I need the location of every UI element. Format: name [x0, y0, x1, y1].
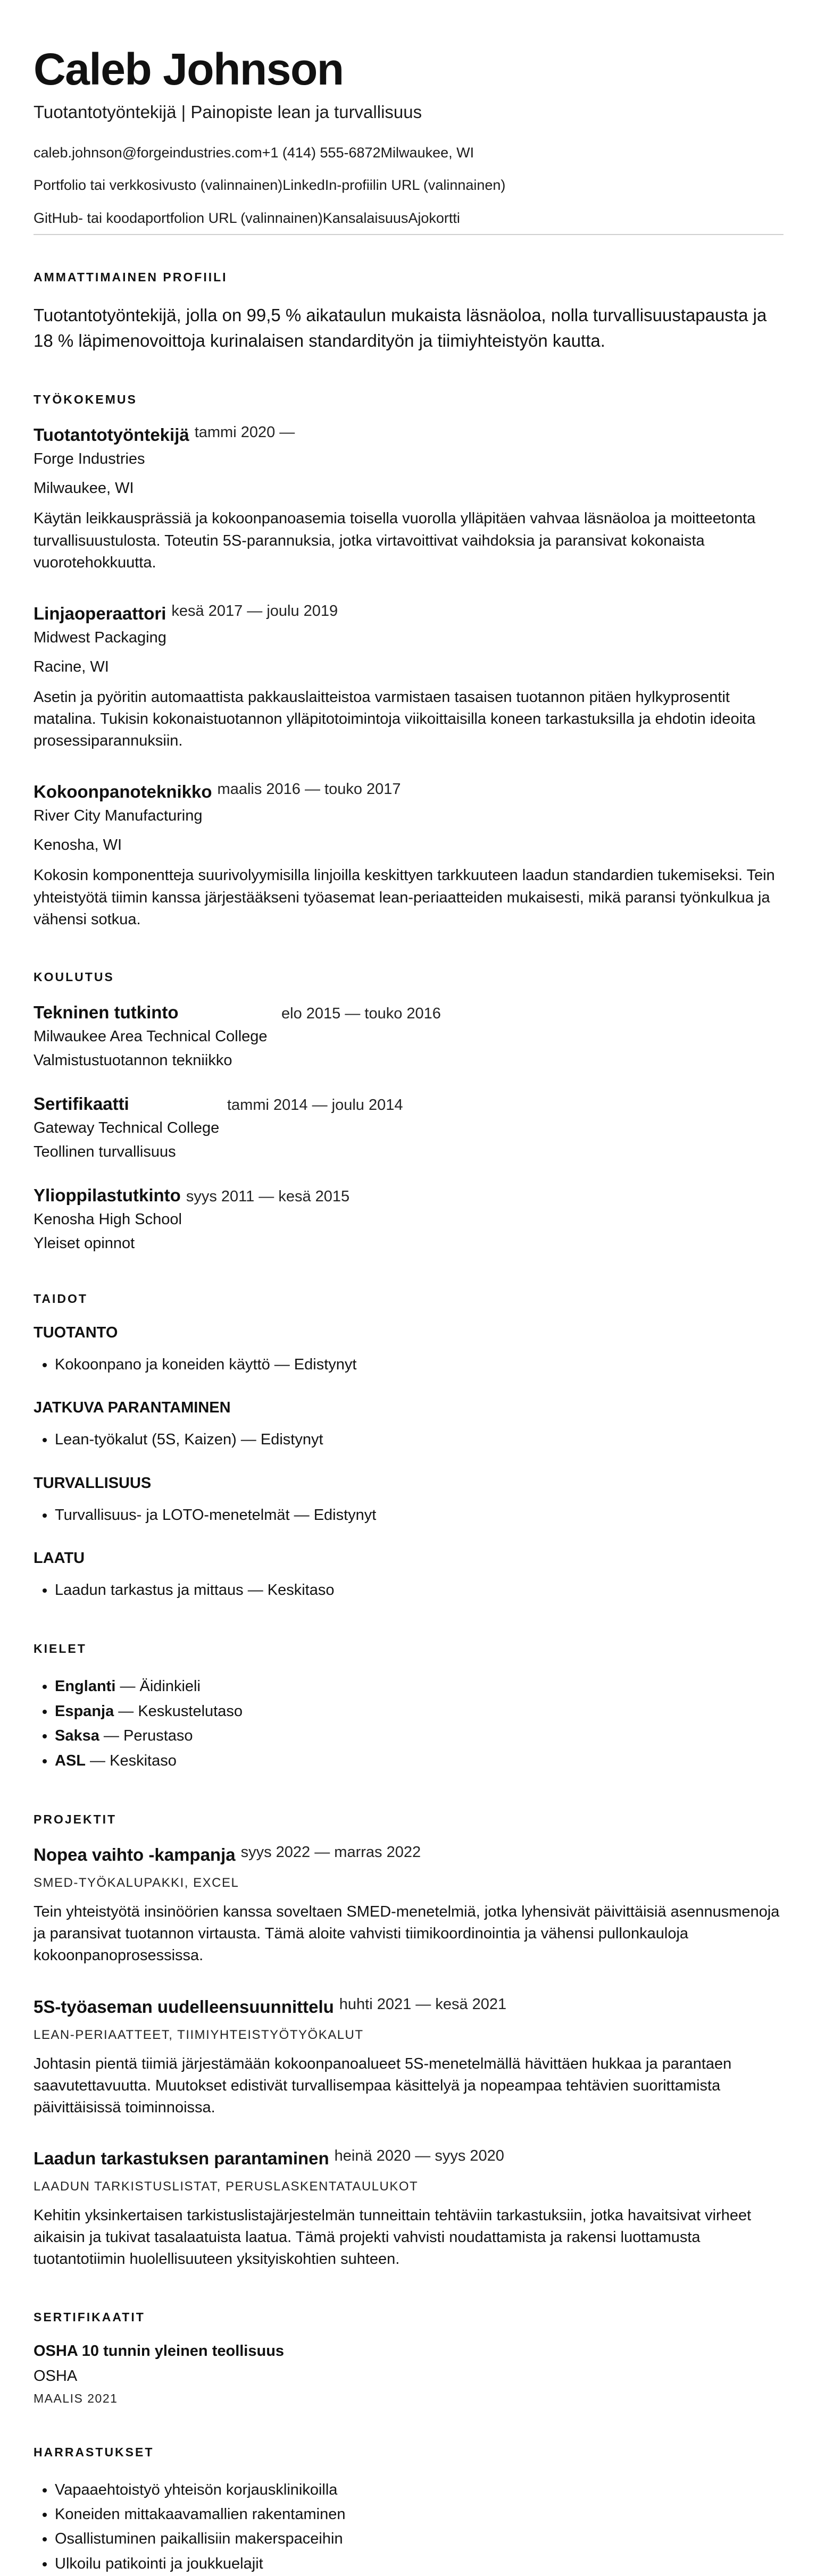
skill-list	[34, 1352, 783, 1377]
degree-title: Ylioppilastutkinto	[34, 1185, 181, 1205]
school-name: Kenosha High School	[34, 1210, 182, 1228]
project-tools: SMED-TYÖKALUPAKKI, EXCEL	[34, 1876, 239, 1891]
skill-group	[34, 1399, 783, 1452]
language-item	[55, 1724, 783, 1748]
project-description: Tein yhteistyötä insinöörien kanssa soveltaen SMED-menetelmiä, jotka lyhensivät päivittäisiä asennusmenoja ja paransivat tuotannon virtausta. Tämä aloite vahvisti tiimikoordinointia ja vähensi pullonkauloja kokoonpanoprosessissa.	[34, 1903, 780, 1964]
contact-line-primary: caleb.johnson@forgeindustries.com+1 (414) 555-6872Milwaukee, WI	[34, 145, 474, 161]
contact-line-extra: GitHub- tai koodaportfolion URL (valinnainen)KansalaisuusAjokortti	[34, 210, 460, 226]
hobby-item: • Osallistuminen paikallisiin makerspaceihin	[55, 2527, 783, 2551]
hobby-list	[34, 2478, 783, 2576]
skill-list	[34, 1427, 783, 1452]
skill-group	[34, 1550, 783, 1602]
project-dates: syys 2022 — marras 2022	[240, 1844, 421, 1861]
job-title: Linjaoperaattori	[34, 603, 166, 623]
profile-section-title: AMMATTIMAINEN PROFIILI	[34, 270, 228, 284]
study-field: Yleiset opinnot	[34, 1234, 135, 1252]
certification-entry	[34, 2343, 783, 2406]
projects-section-title: PROJEKTIT	[34, 1812, 117, 1827]
language-level: — Keskustelutaso	[114, 1702, 243, 1720]
education-entry	[34, 1094, 783, 1161]
hobby-item: • Vapaaehtoistyö yhteisön korjausklinikoilla	[55, 2478, 783, 2502]
language-level: — Perustaso	[99, 1727, 193, 1745]
skill-category: LAATU	[34, 1550, 85, 1567]
study-field: Teollinen turvallisuus	[34, 1143, 176, 1160]
job-dates: kesä 2017 — joulu 2019	[171, 602, 338, 620]
project-tools: LEAN-PERIAATTEET, TIIMIYHTEISTYÖTYÖKALUT	[34, 2027, 364, 2042]
experience-entry	[34, 604, 783, 752]
school-name: Gateway Technical College	[34, 1119, 220, 1136]
skill-item: • Kokoonpano ja koneiden käyttö — Edistynyt	[55, 1352, 783, 1377]
language-name: ASL	[55, 1752, 86, 1769]
school-name: Milwaukee Area Technical College	[34, 1027, 268, 1045]
education-dates: tammi 2014 — joulu 2014	[227, 1096, 403, 1114]
degree-title: Sertifikaatti	[34, 1093, 129, 1114]
language-item	[55, 1699, 783, 1724]
skill-group	[34, 1324, 783, 1377]
skill-category: TUOTANTO	[34, 1324, 118, 1341]
job-company: Forge Industries	[34, 450, 145, 468]
job-company: Midwest Packaging	[34, 629, 166, 646]
job-location: Racine, WI	[34, 658, 109, 675]
language-item	[55, 1674, 783, 1699]
project-tools: LAADUN TARKISTUSLISTAT, PERUSLASKENTATAULUKOT	[34, 2179, 419, 2194]
language-level: — Keskitaso	[86, 1752, 177, 1769]
project-entry	[34, 2148, 783, 2271]
project-entry	[34, 1845, 783, 1967]
project-description: Johtasin pientä tiimiä järjestämään kokoonpanoalueet 5S-menetelmällä hävittäen hukkaa ja parantaen saavutettavuutta. Muutokset edistivät turvallisempaa käsittelyä ja nopeampaa tehtävien suorittamista päivittäisissä toiminnoissa.	[34, 2055, 732, 2116]
job-description: Käytän leikkausprässiä ja kokoonpanoasemia toisella vuorolla ylläpitäen vahvaa läsnäoloa ja moitteetonta turvallisuustulosta. Toteutin 5S-parannuksia, jotka virtavoittivat vaihdoksia ja paransivat kokonaista vuorotehokkuutta.	[34, 510, 756, 571]
job-company: River City Manufacturing	[34, 807, 203, 825]
education-section-title: KOULUTUS	[34, 969, 114, 984]
profile-section	[34, 270, 783, 354]
education-section	[34, 970, 783, 1252]
project-description: Kehitin yksinkertaisen tarkistuslistajärjestelmän tunneittain tehtäviin tarkastuksiin, jotka havaitsivat virheet aikaisin ja tukivat tasalaatuista laatua. Tämä projekti vahvisti noudattamista ja rakensi luottamusta tuotantotiimin huolellisuuteen yksityiskohtien suhteen.	[34, 2207, 752, 2268]
languages-section	[34, 1642, 783, 1773]
languages-section-title: KIELET	[34, 1642, 87, 1656]
skill-item: • Laadun tarkastus ja mittaus — Keskitaso	[55, 1578, 783, 1602]
job-dates: tammi 2020 —	[194, 424, 295, 441]
certifications-section-title: SERTIFIKAATIT	[34, 2310, 145, 2324]
language-item	[55, 1749, 783, 1773]
projects-section	[34, 1812, 783, 2271]
job-location: Milwaukee, WI	[34, 480, 134, 497]
education-entry	[34, 1002, 783, 1069]
certification-date: MAALIS 2021	[34, 2391, 118, 2405]
degree-title: Tekninen tutkinto	[34, 1002, 179, 1022]
language-name: Englanti	[55, 1678, 116, 1695]
education-dates: elo 2015 — touko 2016	[281, 1005, 441, 1022]
skills-section-title: TAIDOT	[34, 1291, 88, 1306]
study-field: Valmistustuotannon tekniikko	[34, 1051, 232, 1069]
contact-line-links: Portfolio tai verkkosivusto (valinnainen)LinkedIn-profiilin URL (valinnainen)	[34, 177, 506, 194]
candidate-headline: Tuotantotyöntekijä | Painopiste lean ja turvallisuus	[34, 102, 422, 122]
skill-category: JATKUVA PARANTAMINEN	[34, 1399, 231, 1417]
language-name: Saksa	[55, 1727, 99, 1745]
skills-section	[34, 1292, 783, 1603]
job-title: Tuotantotyöntekijä	[34, 425, 189, 445]
skill-category: TURVALLISUUS	[34, 1474, 152, 1492]
hobby-item: • Ulkoilu patikointi ja joukkuelajit	[55, 2552, 783, 2576]
language-name: Espanja	[55, 1702, 114, 1720]
project-name: Laadun tarkastuksen parantaminen	[34, 2148, 329, 2169]
skill-item: • Lean-työkalut (5S, Kaizen) — Edistynyt	[55, 1427, 783, 1452]
header-divider	[34, 234, 783, 235]
hobbies-section-title: HARRASTUKSET	[34, 2445, 154, 2459]
job-dates: maalis 2016 — touko 2017	[217, 781, 401, 798]
project-dates: heinä 2020 — syys 2020	[334, 2147, 504, 2165]
project-name: 5S-työaseman uudelleensuunnittelu	[34, 1996, 334, 2017]
experience-entry	[34, 425, 783, 574]
hobbies-section	[34, 2445, 783, 2576]
certifications-section	[34, 2310, 783, 2406]
hobby-item: • Koneiden mittakaavamallien rakentaminen	[55, 2502, 783, 2527]
job-title: Kokoonpanoteknikko	[34, 782, 212, 802]
language-level: — Äidinkieli	[115, 1678, 201, 1695]
education-entry	[34, 1185, 783, 1252]
skill-list	[34, 1503, 783, 1527]
job-location: Kenosha, WI	[34, 837, 122, 854]
experience-section-title: TYÖKOKEMUS	[34, 392, 137, 407]
experience-entry	[34, 782, 783, 931]
certification-issuer: OSHA	[34, 2367, 78, 2385]
resume-header	[34, 45, 783, 228]
profile-summary: Tuotantotyöntekijä, jolla on 99,5 % aikataulun mukaista läsnäoloa, nolla turvallisuustapausta ja 18 % läpimenovoittoja kurinalaisen standardityön ja tiimiyhteistyön kautta.	[34, 305, 767, 350]
skill-list	[34, 1578, 783, 1602]
project-entry	[34, 1997, 783, 2119]
skill-item: • Turvallisuus- ja LOTO-menetelmät — Edistynyt	[55, 1503, 783, 1527]
project-name: Nopea vaihto -kampanja	[34, 1845, 236, 1865]
certification-name: OSHA 10 tunnin yleinen teollisuus	[34, 2342, 285, 2360]
job-description: Asetin ja pyöritin automaattista pakkauslaitteistoa varmistaen tasaisen tuotannon pitäen hylkyprosentit matalina. Tukisin kokonaistuotannon ylläpitotoimintoja viikoittaisilla koneen tarkastuksilla ja ehdotin ideoita prosessiparannuksiin.	[34, 688, 756, 750]
education-dates: syys 2011 — kesä 2015	[186, 1187, 350, 1205]
skill-group	[34, 1475, 783, 1527]
candidate-name: Caleb Johnson	[34, 44, 344, 94]
experience-section	[34, 392, 783, 931]
language-list	[34, 1674, 783, 1773]
job-description: Kokosin komponentteja suurivolyymisilla linjoilla keskittyen tarkkuuteen laadun standardien tukemiseksi. Tein yhteistyötä tiimin kanssa järjestääkseni työasemat lean-periaatteiden mukaisesti, mikä paransi työnkulkua ja vähensi sotkua.	[34, 867, 775, 928]
project-dates: huhti 2021 — kesä 2021	[339, 1995, 507, 2013]
